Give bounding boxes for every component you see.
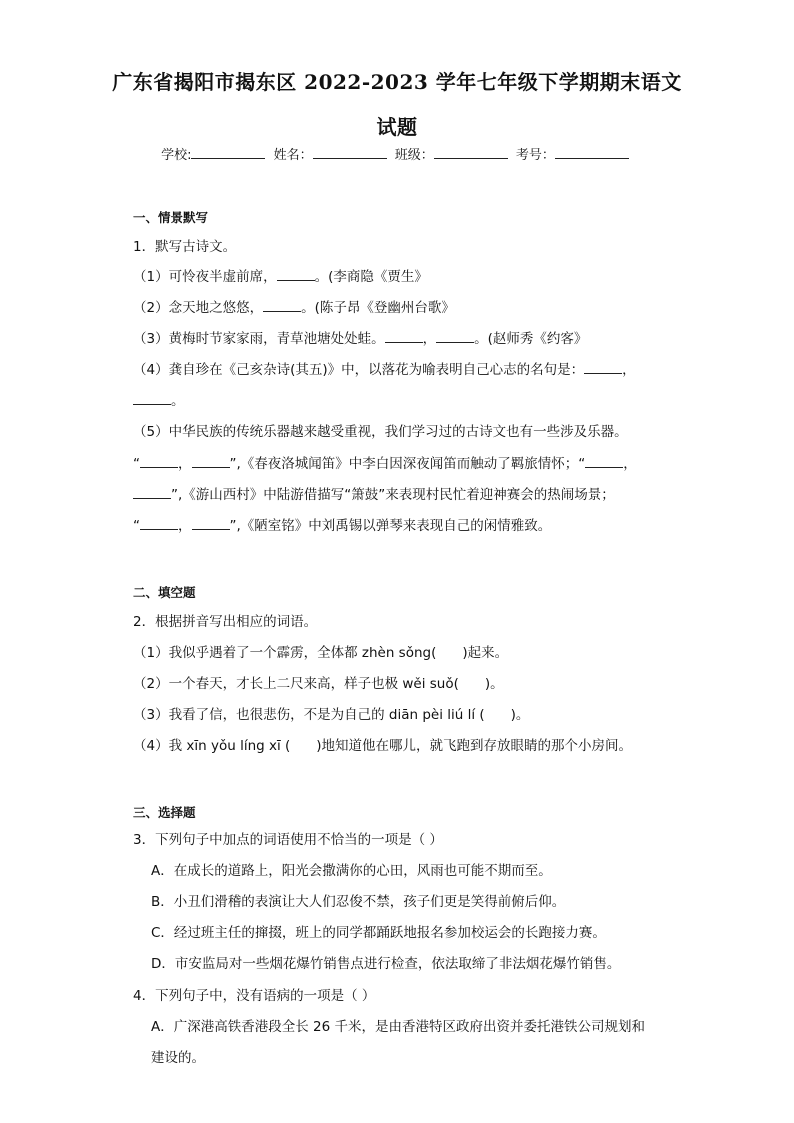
q4-option-a[interactable]: A．广深港高铁香港段全长 26 千米，是由香港特区政府出资并委托港铁公司规划和 — [151, 1019, 645, 1035]
student-info-row — [0, 144, 794, 163]
answer-blank[interactable] — [192, 455, 230, 468]
q1-item-5-line2: ”,《游山西村》中陆游借描写“箫鼓”来表现村民忙着迎神赛会的热闹场景； — [133, 483, 615, 503]
q3-option-c[interactable]: C．经过班主任的撺掇，班上的同学都踊跃地报名参加校运会的长跑接力赛。 — [151, 925, 606, 941]
class-label: 班级： — [394, 148, 434, 163]
q3-option-d[interactable]: D．市安监局对一些烟花爆竹销售点进行检查，依法取缔了非法烟花爆竹销售。 — [151, 956, 621, 972]
answer-blank[interactable] — [133, 486, 171, 499]
q1-item-4-cont: 。 — [133, 389, 185, 409]
q1-item-5-line3: “ ， ”,《陋室铭》中刘禹锡以弹琴来表现自己的闲情雅致。 — [133, 518, 552, 534]
answer-blank[interactable] — [133, 392, 171, 405]
q1-item-3: （3）黄梅时节家家雨，青草池塘处处蛙。 ， 。(赵师秀《约客》 — [133, 331, 588, 347]
q1-item-5-intro: （5）中华民族的传统乐器越来越受重视，我们学习过的古诗文也有一些涉及乐器。 — [133, 424, 628, 440]
exam-number-label: 考号： — [515, 148, 555, 163]
q2-item-1: （1）我似乎遇着了一个霹雳，全体都 zhèn sǒng( )起来。 — [133, 645, 509, 661]
section-heading-2: 二、填空题 — [133, 585, 196, 600]
question-4-stem: 4．下列句子中，没有语病的一项是（ ） — [133, 988, 376, 1004]
q1-item-5-line1: “ ， ”,《春夜洛城闻笛》中李白因深夜闻笛而触动了羁旅情怀；“ ， — [133, 456, 637, 472]
school-blank[interactable] — [191, 146, 265, 159]
q2-item-2: （2）一个春天，才长上二尺来高，样子也极 wěi suǒ( )。 — [133, 676, 504, 692]
q3-option-a[interactable]: A．在成长的道路上，阳光会撒满你的心田，风雨也可能不期而至。 — [151, 863, 552, 879]
answer-blank[interactable] — [277, 268, 315, 281]
q2-item-3: （3）我看了信，也很悲伤，不是为自己的 diān pèi liú lí ( )。 — [133, 707, 530, 723]
answer-blank[interactable] — [263, 299, 301, 312]
class-blank[interactable] — [434, 146, 508, 159]
q1-item-4: （4）龚自珍在《己亥杂诗(其五)》中，以落花为喻表明自己心志的名句是： ， — [133, 362, 636, 378]
exam-number-blank[interactable] — [555, 146, 629, 159]
q1-item-1: （1）可怜夜半虚前席， 。(李商隐《贾生》 — [133, 269, 428, 285]
q2-item-4: （4）我 xīn yǒu líng xī ( )地知道他在哪儿，就飞跑到存放眼睛的那个小房间。 — [133, 738, 633, 754]
question-3-stem: 3．下列句子中加点的词语使用不恰当的一项是（ ） — [133, 832, 443, 848]
page-title: 广东省揭阳市揭东区 2022-2023 学年七年级下学期期末语文 — [112, 70, 682, 94]
q1-item-2: （2）念天地之悠悠， 。(陈子昂《登幽州台歌》 — [133, 300, 455, 316]
q4-option-a-cont: 建设的。 — [151, 1050, 205, 1066]
name-blank[interactable] — [313, 146, 387, 159]
section-heading-3: 三、选择题 — [133, 805, 196, 820]
answer-blank[interactable] — [585, 455, 623, 468]
answer-blank[interactable] — [192, 517, 230, 530]
answer-blank[interactable] — [436, 330, 474, 343]
q3-option-b[interactable]: B．小丑们滑稽的表演让大人们忍俊不禁，孩子们更是笑得前俯后仰。 — [151, 894, 566, 910]
answer-blank[interactable] — [584, 361, 622, 374]
answer-blank[interactable] — [140, 455, 178, 468]
school-label: 学校: — [161, 148, 192, 163]
page-title-continued: 试题 — [376, 115, 418, 139]
answer-blank[interactable] — [385, 330, 423, 343]
answer-blank[interactable] — [140, 517, 178, 530]
section-heading-1: 一、情景默写 — [133, 210, 209, 225]
question-2-stem: 2．根据拼音写出相应的词语。 — [133, 614, 318, 630]
question-1-stem: 1．默写古诗文。 — [133, 239, 237, 255]
name-label: 姓名： — [273, 148, 313, 163]
